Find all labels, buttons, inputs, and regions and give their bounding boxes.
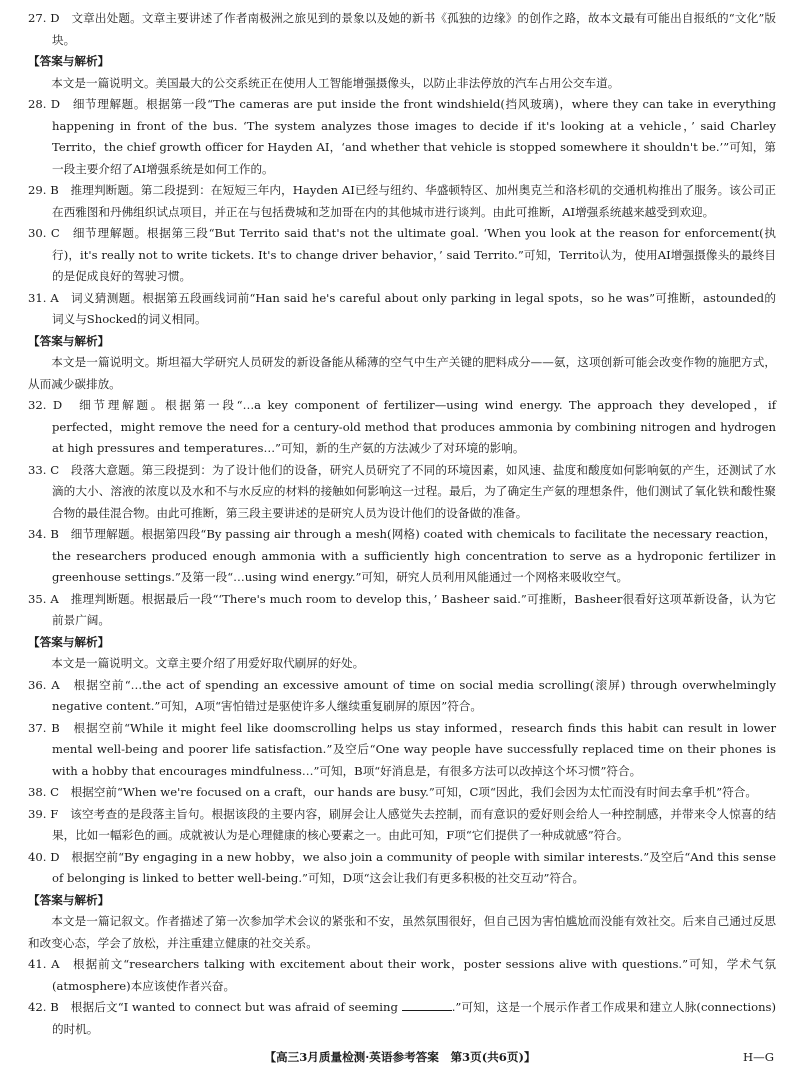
answer-28 (28, 94, 776, 180)
summary-text: 本文是一篇说明文。文章主要介绍了用爱好取代刷屏的好处。 (51, 656, 365, 670)
section-heading (28, 331, 776, 353)
answer-text: 33. C 段落大意题。第三段提到：为了设计他们的设备，研究人员研究了不同的环境因素，如风速、盐度和酸度如何影响氨的产生，还测试了水滴的大小、溶液的浓度以及水和不与水反应的材料的接触如何影响这一过程。最后，为了确定生产氨的理想条件，他们测试了氧化铁和酸性聚合物的最佳混合物。由此可推断，第三段主要讲述的是研究人员为设计他们的设备做的准备。 (28, 462, 776, 520)
answer-42 (28, 997, 776, 1040)
fill-in-blank (402, 998, 452, 1011)
footer-title: 【高三3月质量检测·英语参考答案 第3页(共6页)】 (264, 1050, 536, 1064)
passage-summary (28, 73, 776, 95)
summary-text: 本文是一篇说明文。美国最大的公交系统正在使用人工智能增强摄像头，以防止非法停放的汽车占用公交车道。 (51, 75, 620, 90)
answer-text: 34. B 细节理解题。根据第四段“By passing air through a mesh(网格) coated with chemicals to facilitate the necessary reaction，the researchers produced enough ammonia with a sufficiently high concentration to serve as a hydroponic fertilizer in greenhouse settings.”及第一段“…using wind energy.”可知，研究人员利用风能通过一个网格来吸收空气。 (28, 527, 776, 584)
answer-36 (28, 675, 776, 718)
answer-text-cont: .”可知，这是一个展示作者工作成果和建立人脉(connections)的时机。 (52, 1000, 777, 1036)
answer-text: 38. C 根据空前“When we're focused on a craft，our hands are busy.”可知，C项“因此，我们会因为太忙而没有时间去拿手机”符合。 (28, 785, 757, 799)
answer-text: 41. A 根据前文“researchers talking with excitement about their work，poster sessions alive with questions.”可知，学术气氛(atmosphere)本应该使作者兴奋。 (28, 957, 776, 993)
answer-text: 42. B 根据后文“I wanted to connect but was afraid of seeming (28, 1000, 398, 1014)
page-content (28, 8, 776, 1040)
summary-text: 本文是一篇记叙文。作者描述了第一次参加学术会议的紧张和不安，虽然氛围很好，但自己因为害怕尴尬而没能有效社交。后来自己通过反思和改变心态，学会了放松，并注重建立健康的社交关系。 (28, 914, 776, 950)
answer-41 (28, 954, 776, 997)
answer-33 (28, 460, 776, 525)
section-heading-text: 【答案与解析】 (28, 634, 110, 649)
answer-text: 28. D 细节理解题。根据第一段“The cameras are put inside the front windshield(挡风玻璃)，where they can take in everything happening in front of the bus. ‘The system analyzes those images to decide if it's looking at a vehicle，’ said Charley Territo，the chief growth officer for Hayden AI，‘and whether that vehicle is stopped somewhere it shouldn't be.’”可知，第一段主要介绍了AI增强系统是如何工作的。 (28, 97, 776, 176)
section-heading-text: 【答案与解析】 (28, 54, 110, 68)
section-heading (28, 890, 776, 912)
answer-text: 27. D 文章出处题。文章主要讲述了作者南极洲之旅见到的景象以及她的新书《孤独的边缘》的创作之路，故本文最有可能出自报纸的“文化”版块。 (28, 11, 776, 47)
answer-39 (28, 804, 776, 847)
passage-summary (28, 653, 776, 675)
answer-text: 37. B 根据空前“While it might feel like doomscrolling helps us stay informed，research finds this habit can result in lower mental well-being and poorer life satisfaction.”及空后“One way people have successfully replaced time on their phones is with a hobby that encourages mindfulness…”可知，B项“好消息是，有很多方法可以改掉这个坏习惯”符合。 (28, 720, 776, 778)
summary-text: 本文是一篇说明文。斯坦福大学研究人员研发的新设备能从稀薄的空气中生产关键的肥料成分——氨，这项创新可能会改变作物的施肥方式，从而减少碳排放。 (28, 355, 776, 391)
answer-35 (28, 589, 776, 632)
answer-40 (28, 847, 776, 890)
answer-text: 30. C 细节理解题。根据第三段“But Territo said that's not the ultimate goal. ‘When you look at the reason for enforcement(执行)，it's really not to write tickets. It's to change driver behavior，’ said Territo.”可知，Territo认为，使用AI增强摄像头的最终目的是促成良好的驾驶习惯。 (28, 226, 776, 283)
section-heading-text: 【答案与解析】 (28, 892, 110, 907)
footer-code: H—G (743, 1050, 774, 1064)
passage-summary (28, 911, 776, 954)
passage-summary (28, 352, 776, 395)
section-heading (28, 51, 776, 73)
answer-31 (28, 288, 776, 331)
section-heading-text: 【答案与解析】 (28, 333, 110, 348)
answer-30 (28, 223, 776, 288)
answer-38 (28, 782, 776, 804)
answer-34 (28, 524, 776, 589)
page-footer (0, 1046, 800, 1068)
answer-text: 32. D 细节理解题。根据第一段“…a key component of fertilizer—using wind energy. The approach they developed，if perfected，might remove the need for a century-old method that produces ammonia by combining nitrogen and hydrogen at high pressures and temperatures…”可知，新的生产氨的方法减少了对环境的影响。 (28, 398, 776, 455)
answer-text: 39. F 该空考查的是段落主旨句。根据该段的主要内容，刷屏会让人感觉失去控制，而有意识的爱好则会给人一种控制感，并带来令人惊喜的结果，比如一幅彩色的画。成就被认为是心理健康的核心要素之一。由此可知，F项“它们提供了一种成就感”符合。 (28, 806, 776, 842)
answer-text: 40. D 根据空前“By engaging in a new hobby，we also join a community of people with similar interests.”及空后“And this sense of belonging is linked to better well-being.”可知，D项“这会让我们有更多积极的社交互动”符合。 (28, 849, 776, 885)
answer-37 (28, 718, 776, 783)
answer-text: 29. B 推理判断题。第二段提到：在短短三年内，Hayden AI已经与纽约、华盛顿特区、加州奥克兰和洛杉矶的交通机构推出了服务。该公司正在西雅图和丹佛组织试点项目，并正在与包括费城和芝加哥在内的其他城市进行谈判。由此可推断，AI增强系统越来越受到欢迎。 (28, 183, 776, 219)
answer-32 (28, 395, 776, 460)
answer-27 (28, 8, 776, 51)
answer-text: 35. A 推理判断题。根据最后一段“‘There's much room to develop this，’ Basheer said.”可推断，Basheer很看好这项革新设备，认为它前景广阔。 (28, 591, 776, 627)
answer-29 (28, 180, 776, 223)
section-heading (28, 632, 776, 654)
answer-text: 31. A 词义猜测题。根据第五段画线词前“Han said he's careful about only parking in legal spots，so he was”可推断，astounded的词义与Shocked的词义相同。 (28, 290, 776, 326)
answer-text: 36. A 根据空前“…the act of spending an excessive amount of time on social media scrolling(滚屏) through overwhelmingly negative content.”可知，A项“害怕错过是驱使许多人继续重复刷屏的原因”符合。 (28, 677, 776, 713)
